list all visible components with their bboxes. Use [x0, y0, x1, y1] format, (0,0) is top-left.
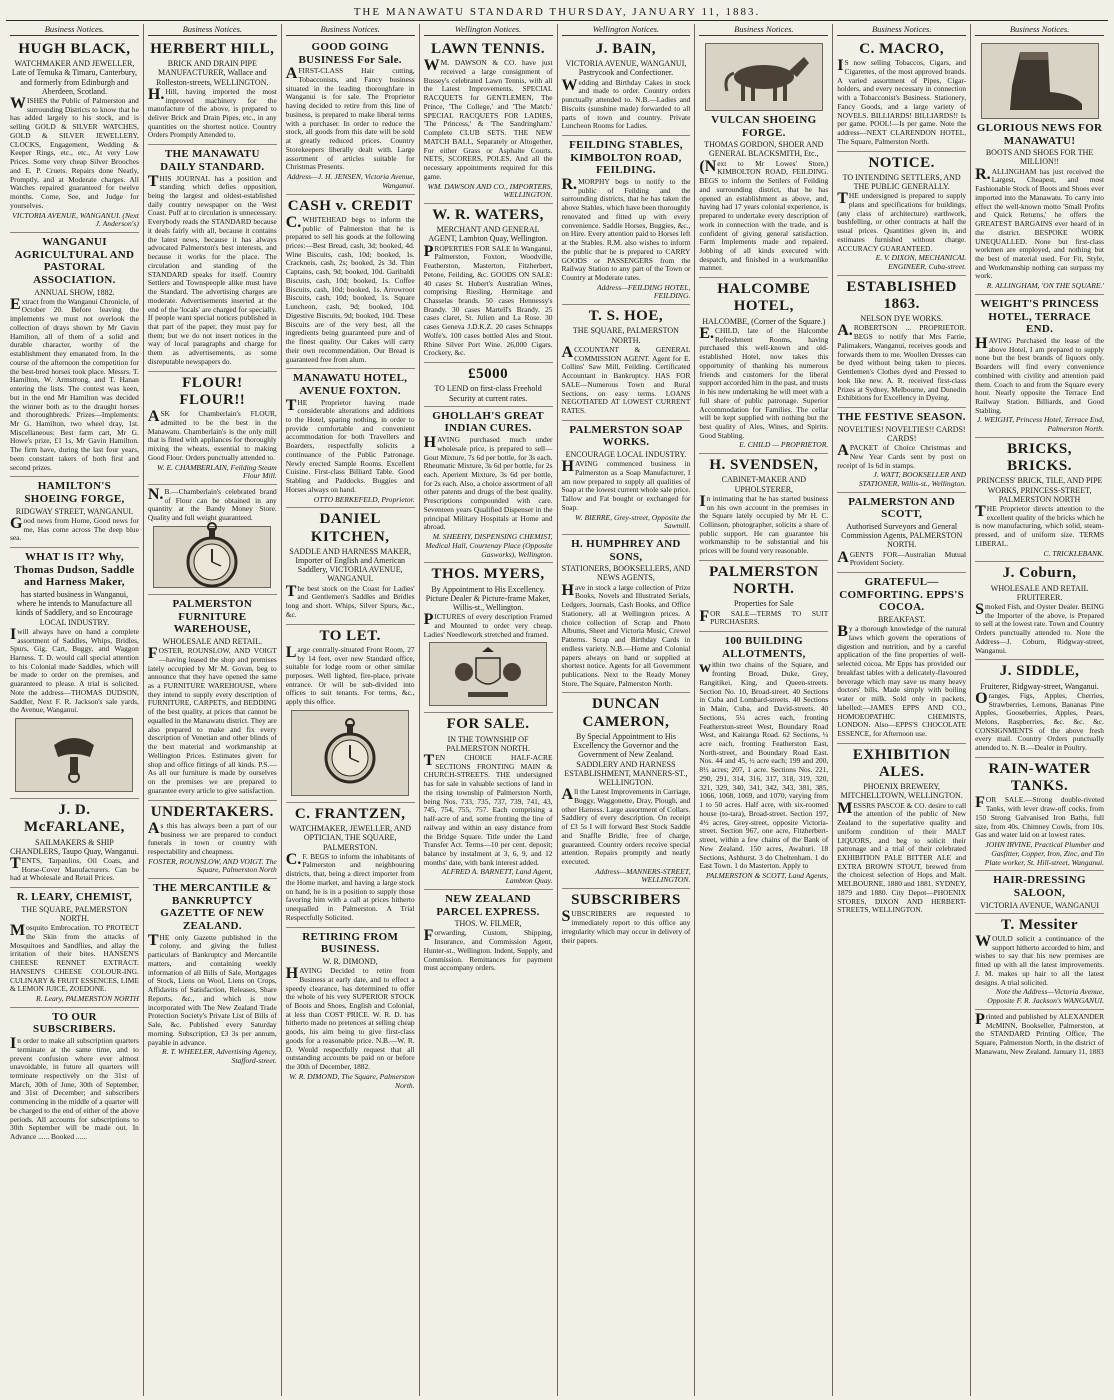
ad-title: J. BAIN, [595, 41, 657, 57]
ad-subtitle: ENCOURAGE LOCAL INDUSTRY. [565, 449, 687, 459]
ad-signature: J. WEIGHT, Princess Hotel, Terrace End, Palmerston North. [976, 415, 1104, 434]
column-1 [6, 24, 144, 1396]
ad-title: EXHIBITION ALES. [852, 746, 951, 780]
ad-title: C. MACRO, [859, 41, 945, 57]
ad-body: within two chains of the Square, and fronting Broad, Duke, Grey, Rangitikei, King, and Queen-streets. Section No. 10, Broad-street. 40 Sections in Cuba and Lombard-streets. 40 Sections in Main, Cuba, and David-streets. 40 Sections, 5¼ acres each, fronting Featherston-street West, Boundary Road West, and Kairanga Road. 62 Sections, ¼ acre each, fronting Featherston East, North-street, and Boundary Road East. Nos. 44 and 45, ½ acre each; 199 and 200, 8½ acres; 207, 1 acre. Sections Nos. 221, 290, 291, 314, 316, 317, 318, 319, 320, 321, 329, 340, 341, 342, 343, 381, 385, 1066, 1068, 1069, and 1070, varying from 1 to 50 acres. Half acre, with six-roomed house (to-tara), Broad-street. Section 197, 4½ acres, Grey-street, opposite Victoria-street. Section 967, one acre, Fitzherbert-street, within a few chains of the Bank of New Zealand. 150 acres, Awahuri. 18 Sections, Ashhurst. 3 do Cheltenham. 1 do East Town. 1 do Masterton. Apply to [699, 659, 829, 871]
advertisement [837, 573, 966, 744]
ad-body: HAVING purchased much under wholesale price, is prepared to sell—Gout Mixture, 7s 6d per bottle, for 3s each. Rheumatic Mixture, 3s 6d per bottle, for 2s each. Aperient Mixture, 3s 6d per bottle, for 2s each. Also, a choice assortment of all other patents and drugs of the best quality. Prescriptions compounded with care. Seventeen years Qualified Dispenser in the principal Military Hospitals at Home and abroad. [423, 434, 553, 532]
ad-title: J. D. McFARLANE, [23, 802, 125, 836]
ad-title: BRICKS, BRICKS. [1007, 440, 1072, 475]
advertisement [148, 145, 277, 371]
advertisement [148, 485, 277, 595]
advertisement [562, 535, 691, 693]
ad-subtitle: SAILMAKERS & SHIP CHANDLERS, Taupo Quay, Wanganui. [10, 837, 139, 856]
advertisement [975, 438, 1104, 562]
ad-title: RETIRING FROM BUSINESS. [302, 930, 399, 956]
ad-subtitle: IN THE TOWNSHIP OF PALMERSTON NORTH. [446, 734, 530, 753]
ad-title: GRATEFUL—COMFORTING. EPPS'S COCOA. [839, 576, 965, 614]
ad-body: R.ALLINGHAM has just received the Largest, Cheapest, and most Fashionable Stock of Boots and Shoes ever imported into the Manawatu. To carry into effect the well-known motto 'Small Profits and Quick Returns,' he offers the GREATEST BARGAINS ever heard of in the district. BESPOKE WORK UNEQUALLED. None but first-class workmen are employed, and nothing but the best of material used. For Fit, Style, and Workmanship nothing can surpass my work. [975, 165, 1104, 281]
ad-title: THOS. MYERS, [431, 566, 545, 583]
ad-body: FOSTER, ROUNSLOW, AND VOIGT—having leased the shop and premises lately occupied by Mr M. Govan, beg to announce that they have opened the same as a FURNITURE WAREHOUSE, where they intend to supply every description of FURNITURE, CARPETS, and BEDDING of the best quality, at prices that cannot be equalled in the Manawatu district. They are also prepared to make and fix every description of Venetian and other blinds of the best material and workmanship at Wellington Prices. Estimates given for shop and office fittings of all kinds. P.S.—As all our furniture is made by ourselves on the premises we are prepared to guarantee every article to give satisfaction. [147, 645, 277, 795]
column-5 [558, 24, 696, 1396]
ad-subtitle: TO INTENDING SETTLERS, AND THE PUBLIC GENERALLY. [842, 172, 961, 192]
advertisement [975, 1010, 1104, 1061]
advertisement [424, 363, 553, 407]
ad-body: THE only Gazette published in the colony, and giving the fullest particulars of Bankruptcy and Mercantile matters, and containing weekly information of all Bills of Sale, Mortgages of Stock, Liens on Wool, Liens on Crops, Affidavits of Satisfaction, Releases, Share Reports, &c., and which is now incorporated with The New Zealand Trade Protection Society's Private List of Bills of Sale, &c. Published every Saturday morning. Subscription, £3 3s per annum, payable in advance. [147, 931, 277, 1047]
ad-subtitle: NELSON DYE WORKS. [860, 314, 944, 324]
ad-body: SUBSCRIBERS are requested to immediately report to this office any irregularity which may occur in delivery of their papers. [561, 908, 691, 945]
advertisement [286, 803, 415, 928]
ad-signature: OTTO BERKEFELD, Proprietor. [313, 494, 415, 504]
ad-body: THE Proprietor directs attention to the excellent quality of the bricks which he is now manufacturing, which solid, steam-pressed, and of uniform size. TERMS LIBERAL. [975, 502, 1104, 548]
ad-body: C.WHITEHEAD begs to inform the public of Palmerston that he is prepared to sell his goods at the following prices:—Best Bread, cash, 3d; booked, 4d. Wine Biscuits, cash, 10d; booked, 1s. Crackneis, cash, 2s; booked, 2s 3d. Thin Captains, cash, 9d; booked, 10d. Garibaldi Biscuits, cash, 10d; booked, 1s. Coffee Biscuits, cash, 10d; booked, 1s. Arrowroot Biscuits, cash, 10d; booked, 1s. Square Luncheon, cash, 9d; booked, 10d. Digestive Biscuits, 9d; booked, 10d. These Biscuits are of the very best, all the ingredients being guaranteed pure and of the finest quality. Our Cakes will carry their own recommendation. Our Bread is guaranteed free from alum. [285, 213, 415, 364]
ad-subtitle: CABINET-MAKER AND UPHOLSTERER, [721, 475, 806, 494]
ad-title: J. SIDDLE, [999, 663, 1080, 680]
ad-title: GLORIOUS NEWS FOR MANAWATU! [976, 122, 1103, 147]
advertisement [975, 562, 1104, 660]
advertisement [699, 278, 828, 454]
ad-title: £5000 [468, 366, 509, 383]
column-6 [695, 24, 833, 1396]
ad-title: THE FESTIVE SEASON. [837, 411, 966, 424]
ad-title: C. FRANTZEN, [294, 805, 406, 822]
ad-title: TO LET. [319, 627, 381, 644]
advertisement [148, 372, 277, 485]
ad-body: Extract from the Wanganui Chronicle, of October 20. Before leaving the implements we must not overlook the collection of drays shown by Mr Gavin Hamilton, all of them of a solid and durable character, worthy of the establishment they emanated from. In the course of the afternoon the competition for the best-bred horses took place. Messrs. T. Hamilton, W. Armstrong, and T. Hanan entering the lists. The contest was keen, but in the end Mr Hamilton was decided the winner both as to the draught horses and thoroughbreds. Prizes—Implements: Mr G. Hamilton, two wheel dray, 1st. Miscellaneous: Best farm cart, Mr G. Howe's prize, £1 1s, Mr Gavin Hamilton. The firm have, during the last four years, been constant takers of both first and second prizes. [10, 295, 139, 472]
ad-title: WANGANUI AGRICULTURAL AND PASTORAL ASSOCIATION. [14, 235, 135, 286]
advertisement [286, 38, 415, 195]
advertisement [10, 233, 139, 477]
ad-body: Have in stock a large collection of Prize Books, Novels and Illustrated Serials, Ledgers, Journals, Cash Books, and Office Stationery, all at Wellington prices. A choice collection of Scrap and Photo Albums, Sheet and Victoria Music, Crewel Patterns. Scrap and Birthday Cards in endless variety. N.B.—Home and Colonial papers always on hand or supplied at shortest notice. Agents for all Government publications. Next to the Ready Money Store, The Square, Palmerston North. [561, 581, 691, 688]
advertisement [975, 758, 1104, 871]
ad-body: In order to make all subscription quarters terminate at the same time, and to prevent confusion where ever almost unavoidable, in future all quarters will terminate respectively on the 31st of March, 30th of June, 30th of September, and 31st of December; and subscribers commencing in the middle of a quarter will be charged to the end of either of the above periods. All accounts for subscriptions to 30th September will be made out. In Advance ...... Booked ...... [10, 1035, 139, 1142]
royal-coat-of-arms [429, 642, 547, 706]
advertisement [562, 136, 691, 305]
ad-subtitle: HALCOMBE, (Corner of the Square.) [702, 316, 826, 326]
advertisement [424, 713, 553, 890]
advertisement [975, 871, 1104, 913]
ad-title: GOOD GOING BUSINESS For Sale. [298, 41, 402, 66]
ad-subtitle: VICTORIA AVENUE, WANGANUI, Pastrycook and Confectioner. [565, 59, 687, 78]
ad-signature: W. R. DIMOND, The Square, Palmerston North. [289, 1071, 415, 1090]
ad-title: WHAT IS IT? Why, Thomas Dudson, Saddle and Harness Maker, [14, 551, 135, 589]
advertisement [286, 508, 415, 624]
column-heading: Wellington Notices. [562, 24, 691, 36]
ad-body: Good news from Home, Good news for me, Has come across The deep blue sea. [10, 514, 139, 543]
ad-body: The best stock on the Coast for Ladies' and Gentlemen's Saddles and Bridles long and short. Whips, Silver Spurs, &c., &c. [285, 582, 415, 619]
ad-signature: E. CHILD — PROPRIETOR. [739, 440, 829, 450]
ad-subtitle: TO LEND on first-class Freehold Security at current rates. [434, 384, 542, 403]
column-heading: Wellington Notices. [424, 24, 553, 36]
ad-signature: ALFRED A. BARNETT, Land Agent, Lambton Quay. [441, 867, 553, 886]
ad-subtitle: By Special Appointment to His Excellency the Governor and the Government of New Zealand. SADDLERY AND HARNESS ESTABLISHMENT, MANNERS-ST., WELLINGTON. [564, 731, 688, 787]
ad-title: PALMERSTON NORTH. [709, 563, 819, 598]
advertisement [424, 38, 553, 204]
ad-body: FOR SALE—TERMS TO SUIT PURCHASERS. [699, 607, 829, 627]
advertisement [10, 799, 139, 888]
masthead: THE MANAWATU STANDARD THURSDAY, JANUARY 11, 1883. [6, 4, 1108, 21]
ad-subtitle: WHOLESALE AND RETAIL. [162, 636, 263, 646]
ad-title: PALMERSTON AND SCOTT, [848, 495, 956, 521]
ad-title: HAMILTON'S SHOEING FORGE, [24, 480, 125, 506]
column-heading: Business Notices. [837, 24, 966, 36]
column-3 [282, 24, 420, 1396]
ad-title: HALCOMBE HOTEL, [717, 281, 811, 315]
ad-body: Smoked Fish, and Oyster Dealer. BEING the Importer of the above, is Prepared to sell at the lowest rate. Town and Country Orders punctually attended to. Note the Address—J. Coburn, Ridgway-street, Wanganui. [975, 600, 1104, 655]
ad-title: NEW ZEALAND PARCEL EXPRESS. [436, 892, 540, 918]
ad-title: HUGH BLACK, [18, 41, 131, 57]
ad-body: APACKET of Choice Christmas and New Year Cards sent by post on receipt of 1s 6d in stamps. [837, 442, 967, 470]
column-heading: Business Notices. [10, 24, 139, 36]
ad-body: THE undersigned is prepared to supply plans and specifications for buildings, (any class of architecture) earthwork, bushfelling, or other contracts at half the usual prices. Quantities given in, and estimates furnished without charge. ACCURACY GUARANTEED. [837, 190, 967, 253]
advertisement [562, 38, 691, 136]
advertisement [286, 625, 415, 803]
ad-body: All the Latest Improvements in Carriage, Buggy, Waggonette, Dray, Plough, and other Harness. Large assortment of Collars. Saddlery of every description. On receipt of £3 5s I will forward Best Stock Saddle and Snaffle Bridle, free of charge, guaranteed. Country orders receive special attention. Repairs promptly and neatly executed. [561, 786, 691, 866]
ad-title: VULCAN SHOEING FORGE. [711, 114, 817, 139]
ad-title: J. Coburn, [1002, 565, 1077, 582]
ad-body: Wedding and Birthday Cakes in stock and made to order. Country orders punctually attended to. N.B.—Ladies and Biscuits (sunshine made) forwarded to all parts of town and country. Private Luncheon Rooms for Ladies. [561, 76, 691, 131]
advertisement [699, 454, 828, 561]
advertisement [424, 890, 553, 977]
ad-title: UNDERTAKERS. [150, 803, 274, 820]
ad-title: HERBERT HILL, [150, 41, 275, 57]
advertisement [975, 914, 1104, 1010]
column-heading: Business Notices. [286, 24, 415, 36]
ad-signature: E. V. DIXON, MECHANICAL ENGINEER, Cuba-street. [875, 253, 967, 272]
ad-subtitle: has started business in Wanganui, where he intends to Manufacture all kinds of Saddlery, and so Encourage LOCAL INDUSTRY. [16, 590, 133, 627]
ad-body: THIS JOURNAL has a position and standing which defies opposition, being the largest and oldest-established daily country newspaper on the West Coast. Puff at to circulation is unnecessary. Everybody reads the STANDARD because it deals fairly with all, because it contains the latest news, because it has always advocated Palmerston's best interests, and because it works for the place. The circulation and standing of the STANDARD speaks for itself. Country Settlers and Townspeople alike must have the Standard. The advertising charges are moderate. Advertisements inserted at the end of the 'locals' are charged for specially. If people want special notices published in that part of the paper, they must pay for them; but we do not insert notices in the way of local paragraphs and charge for them as advertisements, as some disreputable newspapers do. [147, 172, 277, 366]
advertisement [148, 595, 277, 801]
ad-body: Oranges, Figs, Apples, Cherries, Strawberries, Lemons, Bananas Pine Apples, Gooseberries, Apples, Pears, Melons, Raspberries, &c. &c. &c. CONSIGNMENTS of the above fresh every mail. Country Orders punctually attended to. N. B.—Dealer in Poultry. [975, 689, 1104, 753]
ad-title: FOR SALE. [446, 716, 530, 733]
ad-signature: J. WATT, BOOKSELLER AND STATIONER, Willis-st., Wellington. [858, 470, 967, 489]
ad-subtitle: PRINCESS' BRICK, TILE, AND PIPE WORKS, PRINCESS-STREET, PALMERSTON NORTH [976, 476, 1103, 504]
ad-subtitle: Authorised Surveyors and General Commission Agents, PALMERSTON NORTH. [841, 522, 963, 550]
ad-title: GHOLLAH'S GREAT INDIAN CURES. [432, 409, 544, 435]
ad-subtitle: WATCHMAKER, JEWELLER, AND OPTICIAN, THE SQUARE, PALMERSTON. [289, 824, 412, 852]
advertisement [837, 152, 966, 276]
advertisement [837, 493, 966, 573]
saddle-engraving [15, 718, 133, 792]
ad-body: E.CHILD, late of the Halcombe Refreshment Rooms, having purchased this well-known and old-established Hotel, now takes this opportunity of thanking his numerous friends and customers for the liberal support accorded him in the past, and trusts in his new undertaking he will meet with a full share of public patronage. Superior Accommodation for Families. The cellar will be kept supplied with nothing but the best quality of Ales, Wines, and Spirits. Good Stabling. [699, 324, 829, 440]
ad-signature: Address—J. H. JENSEN, Victoria Avenue, Wanganui. [286, 172, 415, 190]
columns [6, 24, 1108, 1396]
ad-body: A.ROBERTSON ... PROPRIETOR. BEGS to notify that Mrs Farrie, Palimakers, Wanganui, receives goods and forwards them to me. Woollen Dresses can be dyed without being taken to pieces. Gentlemen's Clothes dyed and Pressed to look like new. A. R. received first-class Prizes at Sydney, Melbourne, and Dunedin Exhibitions for Excellency in Dyeing. [837, 322, 967, 403]
ad-body: FOR SALE.—Strong double-riveted Tanks, with lever draw-off cocks, from 150 Strong Galvanised Iron Baths, full size, from 40s. Chimney Cowls, from 10s. Gas and water laid on at lowest rates. [975, 794, 1104, 840]
advertisement [286, 928, 415, 1094]
column-heading: Business Notices. [699, 24, 828, 36]
ad-body: HAVING Decided to retire from Business at early date, and to effect a speedy clearance, has determined to offer the whole of his very SUPERIOR STOCK of Boots and Shoes, English and Colonial, at less than COST PRICE. W. R. D. has hitherto made no pretences at selling cheap goods, his aim being to give first-class goods for a reasonable price. N.B.—W. R. D. Would respectfully request that all outstanding accounts be paid on or before the 30th of December, 1882. [285, 965, 415, 1072]
ad-title: DANIEL KITCHEN, [310, 511, 390, 545]
column-2 [144, 24, 282, 1396]
ad-body: R.MORPHY begs to notify to the public of Feilding and the surrounding districts, that he has taken the above Stables, which have been thoroughly renovated and fitted up with every convenience. Saddle Horses, Buggies, &c., on Hire. Every attention paid to Horses left at the Stables. R.M. also wishes to inform the public that he is prepared to CARRY GOODS or PASSENGERS from the Railway Station to any part of the Town or Country at Moderate rates. [561, 175, 691, 283]
ad-subtitle: THOS. W. FILMER, [454, 919, 522, 929]
advertisement [699, 632, 828, 884]
ad-subtitle: ANNUAL SHOW, 1882. [34, 287, 115, 297]
ad-subtitle: WATCHMAKER AND JEWELLER, Late of Temuka & Timaru, Canterbury, and formerly from Edinburgh and Aberdeen, Scotland. [11, 59, 138, 96]
advertisement [148, 38, 277, 145]
ad-body: Large centrally-situated Front Room, 27 by 14 feet, over new Standard office, suitable for lodge room or other similar purposes. Well lighted, fire-place, private entrance. Or will be sub-divided into offices to suit tenants. For terms, &c., apply this office. [285, 643, 415, 707]
ad-body: PROPERTIES FOR SALE In Wanganui, Palmerston, Foxton, Woodville, Featherston, Masterton, Fitzherbert, Petone, Feilding, &c. GOODS ON SALE: 40 cases St. Hubert's Australian Wines, comprising Riesling, Hermitage and Chasselas brands. 50 cases Hennessy's Brandy. 30 cases Martell's Brandy. 25 cases claret, St. Julien and La Rose. 30 cases Geneva J.D.K.Z. 20 cases Schnapps Wolfe's. 100 cases bottled Ales and Stout. Rhine Silver Port Wine. 26,000 Cigars. Crockery, &c. [423, 242, 553, 358]
ad-body: H.Hill, having imported the most improved machinery for the manufacture of the above, is prepared to deliver Brick and Drain Pipes, etc., in any quantities on the shortest notice. Country Orders Promptly Attended to. [147, 85, 277, 140]
advertisement [975, 38, 1104, 295]
ad-title: FLOUR! FLOUR!! [179, 374, 246, 408]
ad-body: HAVING commenced business in Palmerston as a Soap Manufacturer, I am now prepared to supply all qualities of Soap at the lowest current whole sale price. Tallow and Fat bought or exchanged for Soap. [561, 458, 691, 512]
ad-body: PICTURES of every description Framed and Mounted to order very cheap. Ladies' Needlework stretched and framed. [423, 611, 553, 639]
advertisement [286, 195, 415, 370]
ad-title: CASH v. CREDIT [287, 197, 413, 214]
ad-body: N.B.—Chamberlain's celebrated brand of Flour can be obtained in any quantity at the Bandy Money Store. Quality and full weight guaranteed. [147, 486, 277, 523]
ad-signature: FOSTER, ROUNSLOW, AND VOIGT. The Square, Palmerston North [148, 856, 277, 875]
ad-subtitle: W. R. DIMOND, [322, 956, 378, 966]
ad-body: (Next to Mr Lowes' Store,) KIMBOLTON ROAD, FEILDING. BEGS to inform the Settlers of Feilding and surrounding district, that he has opened an establishment as above, and, having had 17 years colonial experience, is prepared to undertake every description of work in connection with the trade, and is confident of giving general satisfaction. Farm Implements made and repaired. Jobbing of all kinds executed with despatch, and finished in a workmanlike manner. [699, 157, 829, 273]
column-7 [833, 24, 971, 1396]
ad-body: ASK for Chamberlain's FLOUR, admitted to be the best in the Manawatu. Chamberlain's is the only mill that is fitted with appliances for thoroughly mixing the wheats, essential to making Good Flour. Orders punctually attended to. [147, 408, 277, 462]
ad-title: DUNCAN CAMERON, [582, 696, 670, 730]
ad-body: MESSRS PASCOE & CO. desire to call the attention of the public of New Zealand to the superlative quality and uniform condition of their MALT LIQUORS, and beg to solicit their patronage and a trial of their celebrated EXHIBITION PALE BITTER ALE and EXTRA BROWN STOUT, brewed from the choicest selection of Hops and Malt. MELBOURNE, 1880 and 1881. SYDNEY, 1879 and 1880. City Depot—PHOENIX STORES, DIXON AND HERBERT-STREETS, WELLINGTON. [837, 799, 967, 915]
ad-title: ESTABLISHED 1863. [846, 278, 957, 313]
ad-body: WM. DAWSON & CO. have just received a large consignment of Bussey's celebrated Lawn Tennis, with all the Latest Improvements. SPECIAL RACQUETS for GENTLEMEN, The Prince, 'The College,' and 'The Match.' SPECIAL RACQUETS FOR LADIES, 'The Princess,' & 'The Sandringham.' Complete CLUB SETS. THE NEW MATCH BALL, Separately or Altogether, For either Grass or Asphalte Courts. NETS, SCORERS, POLES, And all the necessary appointments required for this game. [423, 57, 553, 181]
ad-title: HAIR-DRESSING SALOON, [993, 874, 1086, 899]
ad-signature: R. ALLINGHAM, 'ON THE SQUARE.' [986, 281, 1104, 291]
ad-body: AFIRST-CLASS Hair cutting, Tobacconists, and Fancy business situated in the leading thoroughfare in Wanganui is for sale. The Proprietor having decided to retire from this line of business, is prepared to make liberal terms with a purchaser. In order to reduce the stock, all goods from this date will be sold at greatly reduced prices. Country Storekeepers liberally dealt with. Large assortment of articles suitable for Christmas Presents. [285, 65, 415, 172]
boot-engraving [981, 43, 1099, 119]
ad-subtitle: WHOLESALE AND RETAIL FRUITERER. [990, 583, 1089, 602]
advertisement [424, 204, 553, 363]
ad-body: Printed and published by ALEXANDER McMINN, Bookseller, Palmerston, at the STANDARD Printing Office, The Square, Palmerston North, in the district of Manawatu, New Zealand. January 11, 1883 [975, 1010, 1104, 1056]
ad-signature: Address—MANNERS-STREET, WELLINGTON. [595, 866, 691, 885]
ad-title: FEILDING STABLES, KIMBOLTON ROAD, FEILDING. [569, 139, 683, 177]
ad-body: WOULD solicit a continuance of the support hitherto accorded to him, and wishes to say that his new premises are fitted up with all the latest improvements. J. M. makes up hair to all the latest designs. A trial solicited. [975, 933, 1104, 987]
ad-signature: C. TRICKLEBANK. [1043, 548, 1104, 558]
ad-body: Mosquito Embrocation. TO PROTECT the Skin from the attacks of Mosquitoes and Sandflies, and allay the irritation of their bites. HANSEN'S CHEESE RENNET EXTRACT. HANSEN'S CHEESE COLOUR-ING. CULINARY & FRUIT ESSENCES, LIME & LEMON JUICE, ZOEDONE. [10, 922, 139, 994]
ad-title: PALMERSTON FURNITURE WAREHOUSE, [172, 597, 253, 636]
ad-title: H. HUMPHREY AND SONS, [571, 538, 681, 563]
ad-signature: Address—FEILDING HOTEL, FEILDING. [596, 282, 691, 301]
ad-subtitle: MERCHANT AND GENERAL AGENT, Lambton Quay, Wellington. [428, 225, 548, 244]
ad-title: RAIN-WATER TANKS. [988, 760, 1091, 795]
advertisement [699, 561, 828, 632]
advertisement [148, 801, 277, 880]
advertisement [10, 1008, 139, 1146]
ad-signature: R. Leary, PALMERSTON NORTH [35, 994, 139, 1004]
ad-title: T. S. HOE, [588, 308, 664, 325]
ad-title: LAWN TENNIS. [431, 41, 546, 57]
ad-subtitle: SADDLE AND HARNESS MAKER, Importer of English and American Saddlery, VICTORIA AVENUE, WANGANUI. [289, 546, 412, 584]
ad-subtitle: By Appointment to His Excellency. Picture Dealer & Picture-frame Maker, Willis-st., Wellington. [425, 584, 551, 612]
advertisement [424, 563, 553, 713]
ad-signature: PALMERSTON & SCOTT, Land Agents, [706, 870, 829, 880]
ad-body: C.F. BEGS to inform the inhabitants of Palmerston and neighbouring districts, that, being a direct importer from the Home market, and having a large stock on hand, he is in a position to supply those favoring him with a call at prices hitherto unequalled in Palmerston. A Trial Respectfully Solicited. [285, 850, 415, 922]
ad-title: W. R. WATERS, [432, 206, 544, 223]
ad-subtitle: Properties for Sale [734, 599, 794, 609]
ad-signature: JOHN IRVINE, Practical Plumber and Gasfitter, Copper, Iron, Zinc, and Tin Plate worker, St. Hill-street, Wanganui. [984, 840, 1104, 867]
advertisement [975, 660, 1104, 758]
ad-title: THE MERCANTILE & BANKRUPTCY GAZETTE OF NEW ZEALAND. [153, 882, 272, 933]
ad-subtitle: RIDGWAY STREET, WANGANUI. [15, 506, 134, 516]
advertisement [562, 421, 691, 535]
ad-title: T. Messiter [1001, 916, 1078, 933]
ad-subtitle: Fruiterer, Ridgway-street, Wanganui. [980, 681, 1099, 691]
column-heading: Business Notices. [975, 24, 1104, 36]
ad-title: MANAWATU HOTEL, AVENUE FOXTON. [293, 372, 408, 397]
ad-subtitle: BREAKFAST. [877, 614, 926, 624]
ad-body: Forwarding, Custom, Shipping, Insurance, and Commission Agent, Hunter-st., Wellington. Indent, Supply, and Commission. Remittances for payment must accompany orders. [423, 927, 553, 973]
advertisement [10, 888, 139, 1008]
advertisement [837, 276, 966, 408]
ad-title: TO OUR SUBSCRIBERS. [33, 1010, 116, 1036]
advertisement [837, 408, 966, 493]
ad-title: NOTICE. [868, 154, 935, 171]
pocket-watch-engraving [153, 526, 271, 588]
ad-signature: W. E. CHAMBERLAIN, Feilding Steam Flour Mill. [157, 462, 277, 481]
advertisement [975, 295, 1104, 438]
column-4 [420, 24, 558, 1396]
ad-body: ACCOUNTANT & GENERAL COMMISSION AGENT. Agent for E. Collins' Saw Mill, Feilding. Certificated Accountant in Bankruptcy. HAS FOR SALE—Numerous Town and Rural Sections, on easy terms. LOANS NEGOTIATED AT LOWEST CURRENT RATES. [561, 343, 691, 415]
ad-body: Iwill always have on hand a complete assortment of Saddles, Whips, Bridles, Spurs, Gig, Cart, Buggy, and Waggon Harness. T. D. would call special attention to his Colonial made Saddles, which will be made to order on the premises, and guaranteed to please. A trial is solicited. Note the address—THOMAS DUDSON, Saddler, Next F. R. Jackson's sale yards, the Avenue, Wanganui. [10, 625, 139, 715]
advertisement [10, 477, 139, 548]
ad-signature: R. T. WHEELER, Advertising Agency, Stafford-street. [162, 1047, 277, 1065]
ad-signature: WM. DAWSON AND CO., IMPORTERS, WELLINGTON. [427, 181, 553, 200]
ad-title: R. LEARY, CHEMIST, [16, 891, 133, 904]
ad-body: HAVING Purchased the lease of the above Hotel, I am prepared to supply none but the best brands of liquors only. Boarders will find every convenience combined with civility and attention paid them. Coach to and from the Square every hour. Nearly opposite the Terrace End Railway Station. Billiards, and Good Stabling. [975, 334, 1104, 415]
advertisement [837, 38, 966, 152]
advertisement [10, 548, 139, 799]
ad-signature: W. BIERRE, Grey-street, Opposite the Sawmill. [575, 512, 691, 531]
ad-subtitle: NOVELTIES! NOVELTIES!! CARDS! CARDS! [837, 424, 966, 443]
ad-body: By a thorough knowledge of the natural laws which govern the operations of digestion and nutrition, and by a careful application of the fine properties of well-selected cocoa, Mr Epps has provided our breakfast tables with a delicately-flavoured beverage which may save us many heavy doctors' bills. Made simply with boiling water or milk. Sold only in packets, labelled:—JAMES EPPS AND CO., HOMOEOPATHIC CHEMISTS, LONDON. Also—EPPS'S CHOCOLATE ESSENCE, for Afternoon use. [837, 623, 967, 738]
ad-body: TENTS, Tarpaulins, Oil Coats, and Horse-Cover Manufacturers. Can be had at Wholesale and Retail Prices. [10, 854, 139, 883]
ad-body: TEN CHOICE HALF-ACRE SECTIONS FRONTING MAIN & CHURCH-STREETS. THE undersigned has for sale in valuable sections of land in the rising township of Palmerston North, being Nos. 733, 735, 737, 739, 741, 43, 745, 754, 755, 757. Each comprising a half-acre of and, some fronting the line of railway and within an easy distance from the Bridge Square. Title under the Land Transfer Act. Terms—10 per cent. deposit; balance by instalment at 3, 6, 9, and 12 months' date, with bank interest added. [423, 751, 553, 867]
ad-subtitle: THOMAS GORDON, SHOER AND GENERAL BLACKSMITH, Etc., [704, 140, 824, 159]
ad-body: IS now selling Tobaccos, Cigars, and Cigarettes, of the most approved brands. A varied assortment of Pipes, Cigar-holders, and every necessary in connection with a Tobacconist's Business. Stationery, Fancy Goods, and a large variety of NOVELS. BILLIARDS! BILLIARDS!! Is per game. POOL!—Is per game. Note the address—NEXT CLARENDON HOTEL, The Square, Palmerston North. [837, 57, 967, 146]
advertisement [286, 369, 415, 508]
ad-body: In intimating that he has started business on his own account in the premises in the Square lately occupied by Mr H. C. Collinson, photographer, solicits a share of public support. He can guarantee his workmanship to be substantial and his prices will be found very reasonable. [699, 492, 829, 556]
advertisement [837, 744, 966, 919]
advertisement [699, 38, 828, 278]
ad-subtitle: THE SQUARE, PALMERSTON NORTH. [572, 326, 679, 345]
advertisement [424, 407, 553, 564]
ad-body: THE Proprietor having made considerable alterations and additions to the Hotel, sparing nothing, in order to provide comfortable and convenient accommodation for both Travellers and Boarders, respectfully solicits a continuance of the Public Patronage. Newly erected Sample Rooms. Excellent Cuisine. First-class Billiard Table. Good Stabling and Paddocks. Buggies and Horses always on hand. [285, 396, 415, 494]
ad-subtitle: STATIONERS, BOOKSELLERS, AND NEWS AGENTS, [561, 564, 691, 583]
ad-subtitle: VICTORIA AVENUE, WANGANUI [980, 900, 1099, 910]
ad-subtitle: PHOENIX BREWERY, MITCHELLTOWN, WELLINGTON. [840, 782, 963, 801]
ad-body: AGENTS FOR—Australian Mutual Provident Society. [837, 548, 967, 568]
ad-title: WEIGHT'S PRINCESS HOTEL, TERRACE END. [980, 297, 1099, 336]
horse-engraving [705, 43, 823, 111]
ad-signature: Note the Address—Victoria Avenue, Opposite F. R. Jackson's WANGANUI. [987, 987, 1104, 1006]
ad-title: SUBSCRIBERS [571, 892, 681, 909]
ad-signature: VICTORIA AVENUE, WANGANUI. (Next J. Anderson's) [12, 210, 139, 229]
ad-subtitle: THE SQUARE, PALMERSTON NORTH. [21, 904, 128, 924]
ad-title: H. SVENDSEN, [709, 457, 819, 474]
ad-signature: M. SHEEHY, DISPENSING CHEMIST, Medical Hall, Courtenay Place (Opposite Gasworks), Wellington. [425, 532, 553, 559]
advertisement [562, 889, 691, 949]
ad-body: WISHES the Public of Palmerston and surrounding Districts to know that he has added largely to his stock, and is selling GOLD & SILVER WATCHES, GOLD & SILVER JEWELLERY, CLOCKS, Engagement, Wedding & Keeper Rings, etc., etc., At very Low Prices. Some very cheap Silver Brooches and E. P. Cruets. Repairs done Neatly, Promptly, and at Moderate charges. All Watches repaired guaranteed for twelve months. Come, See, and Judge for yourselves. [10, 95, 139, 210]
ad-title: 100 BUILDING ALLOTMENTS, [721, 635, 806, 660]
ad-subtitle: BRICK AND DRAIN PIPE MANUFACTURER, Wallace and Rolleston-streets, WELLINGTON. [156, 59, 269, 87]
ad-body: As this has always been a part of our business we are prepared to conduct funerals in town or country with respectability and cheapness. [147, 819, 277, 856]
ad-subtitle: BOOTS AND SHOES FOR THE MILLION!! [985, 148, 1094, 167]
column-8 [971, 24, 1108, 1396]
ad-title: THE MANAWATU DAILY STANDARD. [160, 148, 265, 173]
advertisement [562, 305, 691, 421]
advertisement [10, 38, 139, 233]
column-heading: Business Notices. [148, 24, 277, 36]
advertisement [562, 693, 691, 889]
advertisement [148, 879, 277, 1069]
ad-title: PALMERSTON SOAP WORKS. [569, 423, 683, 449]
pocket-watch-engraving [291, 710, 409, 796]
